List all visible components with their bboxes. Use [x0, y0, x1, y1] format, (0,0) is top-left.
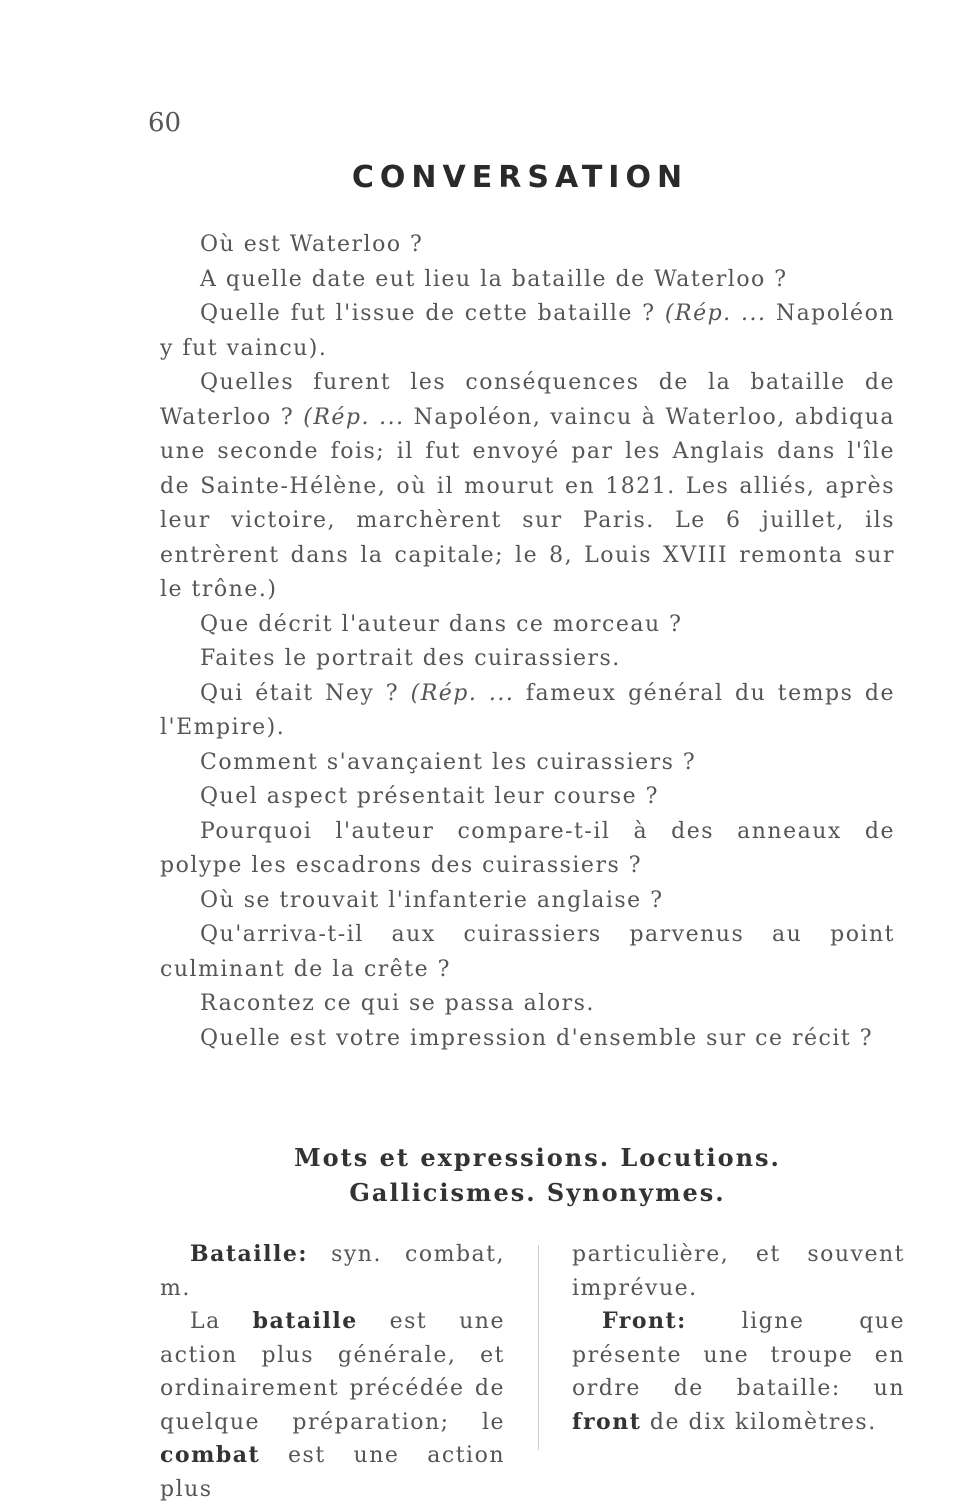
- answer-text: Napoléon, vaincu à Waterloo, abdiqua une seconde fois; il fut envoyé par les Anglais dans l'île de Sainte-Hélène, où il mourut en 1821. Les alliés, après leur victoire, marchèrent sur Paris. Le 6 juillet, ils entrèrent dans la capitale; le 8, Louis XVIII remonta sur le trône.): [160, 404, 895, 602]
- rep-label: (Rép. ...: [664, 301, 767, 326]
- question-10: Pourquoi l'auteur compare-t-il à des anneaux de polype les escadrons des cuirassiers ?: [160, 818, 895, 878]
- section-heading: [0, 1140, 955, 1210]
- vocab-text: est une action plus: [160, 1443, 505, 1502]
- question-5: Que décrit l'auteur dans ce morceau ?: [200, 611, 683, 637]
- vocab-term: Front:: [602, 1308, 687, 1334]
- question-9: Quel aspect présentait leur course ?: [200, 784, 659, 809]
- vocab-entry-front: [572, 1305, 905, 1439]
- question-4: [160, 366, 895, 608]
- question-11: Où se trouvait l'infanterie anglaise ?: [200, 887, 664, 913]
- vocab-bold-word: combat: [160, 1442, 261, 1468]
- vocab-definition: de dix kilomètres.: [641, 1409, 877, 1435]
- rep-label: (Rép. ...: [410, 680, 515, 706]
- question-6: Faites le portrait des cuirassiers.: [200, 646, 621, 671]
- vocab-text: est une action plus générale, et ordinairement précédée de quelque préparation; le: [160, 1309, 505, 1435]
- question-14: Quelle est votre impression d'ensemble sur ce récit ?: [200, 1025, 873, 1051]
- column-divider: [538, 1245, 539, 1450]
- question-text: Qui était Ney ?: [200, 680, 411, 706]
- page-title: CONVERSATION: [351, 160, 689, 195]
- vocab-text: La: [190, 1309, 253, 1334]
- rep-label: (Rép. ...: [303, 404, 405, 430]
- vocab-paragraph: [160, 1305, 505, 1506]
- vocab-continuation: particulière, et souvent imprévue.: [572, 1242, 905, 1301]
- vocab-column-right: [572, 1238, 905, 1439]
- vocab-column-left: [160, 1238, 505, 1506]
- vocab-bold-word: bataille: [252, 1308, 358, 1334]
- vocab-entry-bataille: [160, 1238, 505, 1305]
- page-number: 60: [148, 108, 182, 138]
- vocab-term: Bataille:: [190, 1241, 308, 1267]
- question-12: Qu'arriva-t-il aux cuirassiers parvenus au point culminant de la crête ?: [160, 922, 895, 982]
- question-1: Où est Waterloo ?: [200, 232, 424, 257]
- question-text: Quelles furent les conséquences de la bataille de Waterloo ?: [160, 370, 895, 430]
- questions-block: [160, 228, 895, 1056]
- vocab-definition: syn. combat, m.: [160, 1242, 505, 1301]
- vocab-definition: ligne que présente une troupe en ordre de bataille: un: [572, 1309, 905, 1401]
- vocab-bold-word: front: [572, 1408, 642, 1435]
- question-text: Quelle fut l'issue de cette bataille ?: [200, 301, 665, 326]
- question-7: [160, 677, 895, 746]
- answer-text: Napoléon y fut vaincu).: [160, 301, 895, 361]
- section-heading-line-2: Gallicismes. Synonymes.: [349, 1178, 726, 1207]
- section-heading-line-1: Mots et expressions. Locutions.: [294, 1143, 781, 1172]
- question-3: [160, 297, 895, 366]
- question-2: A quelle date eut lieu la bataille de Waterloo ?: [200, 266, 788, 292]
- question-13: Racontez ce qui se passa alors.: [200, 991, 595, 1016]
- answer-text: fameux général du temps de l'Empire).: [160, 680, 896, 740]
- question-8: Comment s'avançaient les cuirassiers ?: [200, 749, 697, 775]
